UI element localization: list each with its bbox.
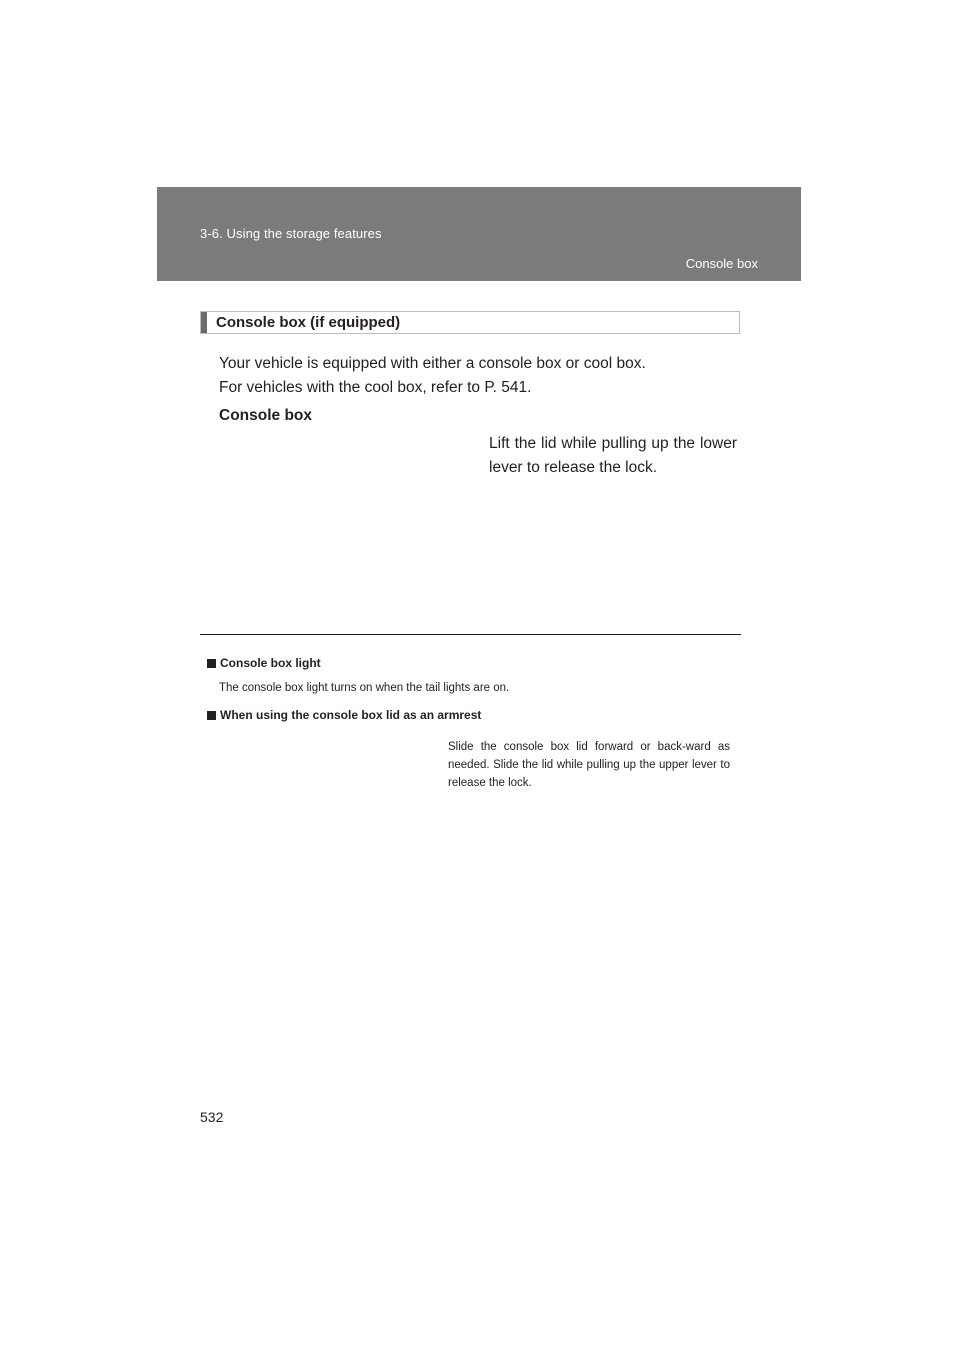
note-title-armrest (207, 708, 481, 722)
page-topic: Console box (685, 256, 758, 271)
note-title-console-light (207, 656, 321, 670)
note-title-text: When using the console box lid as an armrest (220, 708, 482, 722)
intro-paragraph (219, 352, 646, 400)
note-body-armrest: Slide the console box lid forward or back-ward as needed. Slide the lid while pulling up the upper lever to release the lock. (448, 741, 730, 789)
divider (200, 634, 741, 635)
section-label: 3-6. Using the storage features (200, 226, 382, 241)
intro-line-2: For vehicles with the cool box, refer to P. 541. (219, 379, 532, 396)
square-bullet-icon (207, 659, 216, 668)
section-heading-box (200, 311, 740, 334)
intro-line-1: Your vehicle is equipped with either a console box or cool box. (219, 355, 646, 372)
instruction-text: Lift the lid while pulling up the lower lever to release the lock. (489, 435, 737, 476)
sub-heading: Console box (219, 407, 313, 424)
square-bullet-icon (207, 711, 216, 720)
note-body-console-light: The console box light turns on when the tail lights are on. (219, 682, 510, 694)
note-title-text: Console box light (220, 656, 321, 670)
heading-accent-bar (201, 312, 207, 333)
page-number: 532 (200, 1109, 224, 1125)
section-heading: Console box (if equipped) (216, 314, 401, 331)
